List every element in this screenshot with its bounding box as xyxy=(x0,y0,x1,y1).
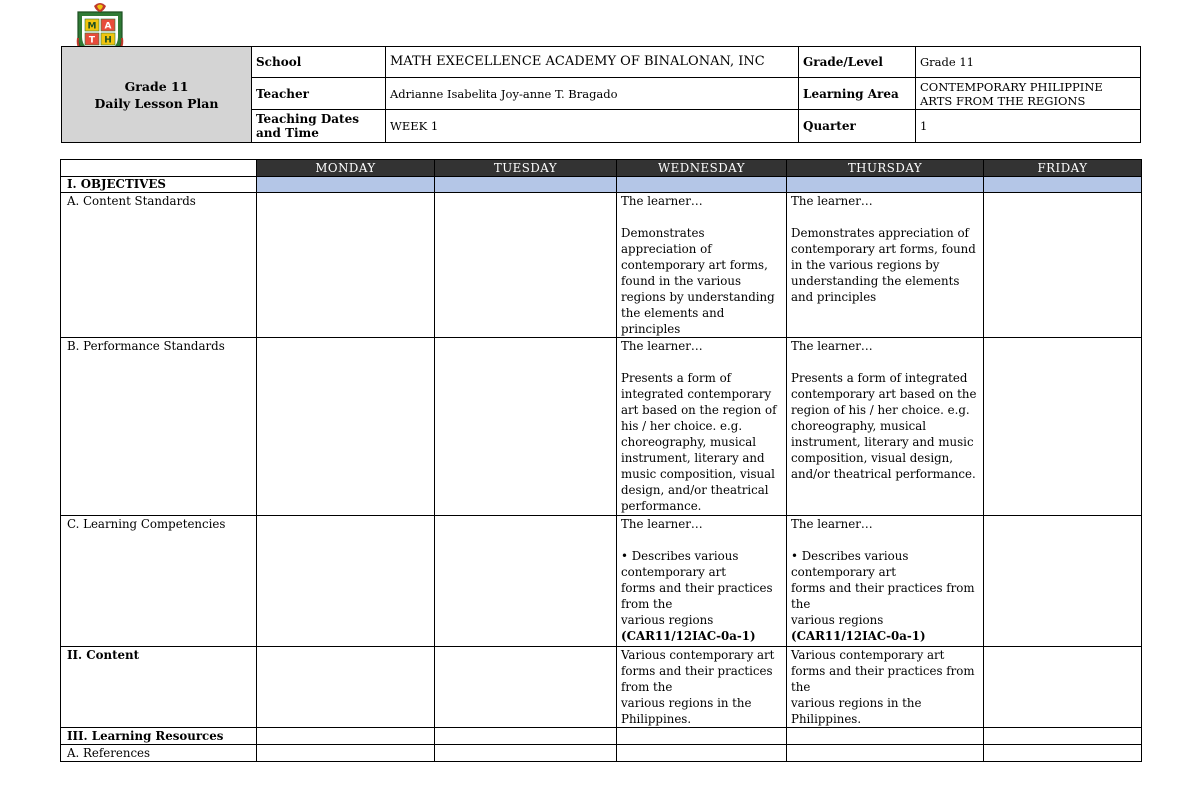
lesson-plan-header xyxy=(61,46,1141,143)
objectives-tuesday xyxy=(435,177,617,193)
learning-resources-wednesday xyxy=(617,728,787,745)
school-label: School xyxy=(252,47,386,78)
competency-text: The learner… • Describes various contemporary art forms and their practices from the various regions xyxy=(621,517,773,627)
content-tuesday xyxy=(435,647,617,728)
learning-area-label: Learning Area xyxy=(799,78,916,110)
days-header-row xyxy=(61,160,1142,177)
learning-resources-friday xyxy=(984,728,1142,745)
objectives-friday xyxy=(984,177,1142,193)
quarter-value: 1 xyxy=(916,110,1141,143)
performance-standards-tuesday xyxy=(435,338,617,516)
day-tuesday: TUESDAY xyxy=(435,160,617,177)
day-thursday: THURSDAY xyxy=(787,160,984,177)
weekly-plan-table xyxy=(60,159,1142,762)
dates-label: Teaching Dates and Time xyxy=(252,110,386,143)
grade-plan-title xyxy=(62,47,252,143)
day-friday: FRIDAY xyxy=(984,160,1142,177)
references-monday xyxy=(257,745,435,762)
performance-standards-friday xyxy=(984,338,1142,516)
learning-competencies-wednesday xyxy=(617,516,787,647)
grade-level-value: Grade 11 xyxy=(916,47,1141,78)
learning-resources-label: III. Learning Resources xyxy=(61,728,257,745)
learning-resources-row xyxy=(61,728,1142,745)
content-standards-monday xyxy=(257,193,435,338)
content-standards-friday xyxy=(984,193,1142,338)
performance-standards-monday xyxy=(257,338,435,516)
learning-competencies-thursday xyxy=(787,516,984,647)
learning-competencies-friday xyxy=(984,516,1142,647)
performance-standards-label: B. Performance Standards xyxy=(61,338,257,516)
teacher-label: Teacher xyxy=(252,78,386,110)
references-friday xyxy=(984,745,1142,762)
content-standards-label: A. Content Standards xyxy=(61,193,257,338)
learning-resources-thursday xyxy=(787,728,984,745)
quarter-label: Quarter xyxy=(799,110,916,143)
content-label: II. Content xyxy=(61,647,257,728)
content-standards-thursday: The learner… Demonstrates appreciation of contemporary art forms, found in the various regions by understanding the elements and principles xyxy=(787,193,984,338)
svg-text:M: M xyxy=(87,21,97,32)
svg-text:H: H xyxy=(104,35,112,46)
plan-title: Daily Lesson Plan xyxy=(94,95,219,111)
content-thursday: Various contemporary art forms and their practices from the various regions in the Philippines. xyxy=(787,647,984,728)
content-wednesday: Various contemporary art forms and their practices from the various regions in the Philippines. xyxy=(617,647,787,728)
learning-area-value: CONTEMPORARY PHILIPPINE ARTS FROM THE REGIONS xyxy=(916,78,1141,110)
days-corner-cell xyxy=(61,160,257,177)
objectives-heading: I. OBJECTIVES xyxy=(61,177,257,193)
day-monday: MONDAY xyxy=(257,160,435,177)
learning-competencies-row xyxy=(61,516,1142,647)
content-standards-wednesday: The learner… Demonstrates appreciation of contemporary art forms, found in the various regions by understanding the elements and principles xyxy=(617,193,787,338)
performance-standards-row xyxy=(61,338,1142,516)
content-standards-tuesday xyxy=(435,193,617,338)
competency-code: (CAR11/12IAC-0a-1) xyxy=(621,629,756,643)
objectives-row xyxy=(61,177,1142,193)
objectives-thursday xyxy=(787,177,984,193)
learning-resources-tuesday xyxy=(435,728,617,745)
performance-standards-thursday: The learner… Presents a form of integrated contemporary art based on the region of his / her choice. e.g. choreography, musical instrument, literary and music composition, visual design, and/or theatrical performance. xyxy=(787,338,984,516)
grade-level-label: Grade/Level xyxy=(799,47,916,78)
content-standards-row xyxy=(61,193,1142,338)
objectives-monday xyxy=(257,177,435,193)
learning-competencies-label: C. Learning Competencies xyxy=(61,516,257,647)
svg-text:T: T xyxy=(88,35,96,46)
references-thursday xyxy=(787,745,984,762)
competency-code: (CAR11/12IAC-0a-1) xyxy=(791,629,926,643)
svg-text:A: A xyxy=(104,21,112,32)
teacher-value: Adrianne Isabelita Joy-anne T. Bragado xyxy=(386,78,799,110)
day-wednesday: WEDNESDAY xyxy=(617,160,787,177)
objectives-wednesday xyxy=(617,177,787,193)
dates-value: WEEK 1 xyxy=(386,110,799,143)
learning-resources-monday xyxy=(257,728,435,745)
references-tuesday xyxy=(435,745,617,762)
content-friday xyxy=(984,647,1142,728)
school-value: MATH EXECELLENCE ACADEMY OF BINALONAN, INC xyxy=(386,47,799,78)
learning-competencies-monday xyxy=(257,516,435,647)
content-monday xyxy=(257,647,435,728)
grade-title: Grade 11 xyxy=(124,78,189,94)
content-row xyxy=(61,647,1142,728)
references-row xyxy=(61,745,1142,762)
references-wednesday xyxy=(617,745,787,762)
learning-competencies-tuesday xyxy=(435,516,617,647)
competency-text: The learner… • Describes various contemporary art forms and their practices from the various regions xyxy=(791,517,975,627)
performance-standards-wednesday: The learner… Presents a form of integrated contemporary art based on the region of his / her choice. e.g. choreography, musical instrument, literary and music composition, visual design, and/or theatrical performance. xyxy=(617,338,787,516)
references-label: A. References xyxy=(61,745,257,762)
